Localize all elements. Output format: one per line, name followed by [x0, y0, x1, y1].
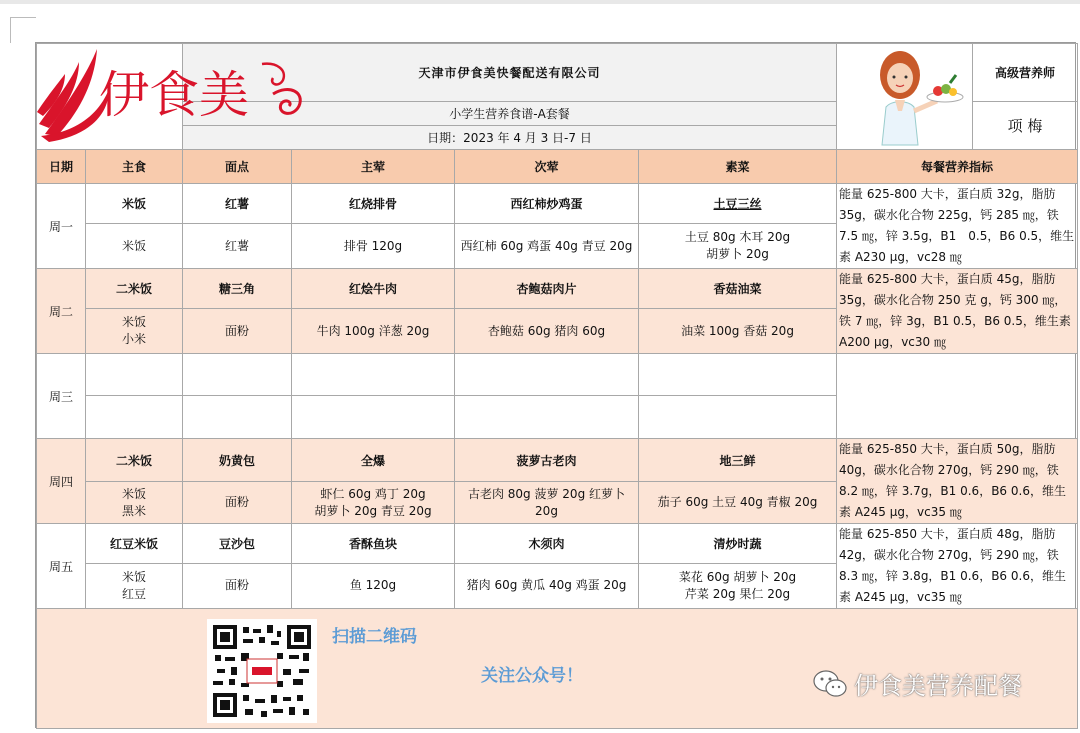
day-label-fri: 周五: [37, 524, 86, 609]
dish-main-meat: 香酥鱼块: [292, 524, 455, 564]
menu-title: 小学生营养食谱-A套餐: [183, 102, 837, 126]
dish-staple: 红豆米饭: [86, 524, 183, 564]
ingredient: [639, 224, 837, 269]
qr-code-icon[interactable]: [207, 619, 317, 723]
header-second-meat: 次荤: [455, 150, 639, 184]
empty-cell: [455, 396, 639, 439]
sheet-corner: [10, 17, 36, 43]
ingredient: [86, 482, 183, 524]
dish-vegetable: [639, 184, 837, 224]
ingredient: 茄子 60g 土豆 40g 青椒 20g: [639, 482, 837, 524]
empty-cell: [183, 396, 292, 439]
ingredient: 油菜 100g 香菇 20g: [639, 309, 837, 354]
dish-main-meat: 红烩牛肉: [292, 269, 455, 309]
nutritionist-illustration: [842, 45, 966, 147]
ingredient: 古老肉 80g 菠萝 20g 红萝卜 20g: [455, 482, 639, 524]
dish-main-meat: 红烧排骨: [292, 184, 455, 224]
empty-cell: [639, 396, 837, 439]
dish-main-meat: 全爆: [292, 439, 455, 482]
header-pastry: 面点: [183, 150, 292, 184]
ingredient: 面粉: [183, 482, 292, 524]
empty-cell: [292, 396, 455, 439]
nutrition-thu: 能量 625-850 大卡，蛋白质 50g，脂肪 40g，碳水化合物 270g，钙 290 ㎎，铁 8.2 ㎎，锌 3.7g，B1 0.6，B6 0.6，维生素 A245 μg，vc35 ㎎: [837, 439, 1078, 524]
dish-staple: 二米饭: [86, 269, 183, 309]
ingredient-line: 米饭: [121, 569, 146, 584]
header-date: 日期: [37, 150, 86, 184]
day-label-tue: 周二: [37, 269, 86, 354]
dish-vegetable: 香菇油菜: [639, 269, 837, 309]
dish-staple: 二米饭: [86, 439, 183, 482]
ingredient: 猪肉 60g 黄瓜 40g 鸡蛋 20g: [455, 563, 639, 608]
role-title: 高级营养师: [973, 44, 1078, 102]
ingredient-line: 虾仁 60g 鸡丁 20g: [320, 486, 426, 501]
header-nutrition: 每餐营养指标: [837, 150, 1078, 184]
nutrition-mon: 能量 625-800 大卡，蛋白质 32g，脂肪 35g，碳水化合物 225g，钙 285 ㎎，铁 7.5 ㎎，锌 3.5g，B1 0.5，B6 0.5，维生素 A230 μg，vc28 ㎎: [837, 184, 1078, 269]
ingredient: 排骨 120g: [292, 224, 455, 269]
date-range: 日期：2023 年 4 月 3 日-7 日: [183, 126, 837, 150]
ingredient: 红薯: [183, 224, 292, 269]
ingredient-line: 米饭: [121, 486, 146, 501]
nutritionist-name: 项 梅: [973, 102, 1078, 150]
ingredient: 米饭: [86, 224, 183, 269]
dish-pastry: 红薯: [183, 184, 292, 224]
company-name: 天津市伊食美快餐配送有限公司: [183, 44, 837, 102]
header-staple: 主食: [86, 150, 183, 184]
window-top-bar: [0, 0, 1080, 4]
dish-staple: 米饭: [86, 184, 183, 224]
empty-cell: [86, 354, 183, 396]
ingredient-line: 米饭: [121, 315, 146, 329]
follow-account-text: 关注公众号！: [481, 666, 583, 686]
dish-pastry: 奶黄包: [183, 439, 292, 482]
ingredient: [86, 563, 183, 608]
ingredient: 鱼 120g: [292, 563, 455, 608]
logo-cell: [37, 44, 249, 150]
dish-vegetable-text: 土豆三丝: [713, 197, 762, 212]
dish-second-meat: 菠萝古老肉: [455, 439, 639, 482]
ingredient: [86, 309, 183, 354]
nutrition-tue: 能量 625-800 大卡，蛋白质 45g，脂肪 35g，碳水化合物 250 克 g，钙 300 ㎎，铁 7 ㎎，锌 3g，B1 0.5，B6 0.5，维生素 A200 μg，vc30 ㎎: [837, 269, 1078, 354]
header-main-meat: 主荤: [292, 150, 455, 184]
ingredient: 面粉: [183, 563, 292, 608]
day-label-thu: 周四: [37, 439, 86, 524]
header-vegetable: 素菜: [639, 150, 837, 184]
nutrition-fri: 能量 625-850 大卡，蛋白质 48g，脂肪 42g，碳水化合物 270g，钙 290 ㎎，铁 8.3 ㎎，锌 3.8g，B1 0.6，B6 0.6，维生素 A245 μg，vc35 ㎎: [837, 524, 1078, 609]
ingredient-line: 土豆 80g 木耳 20g: [684, 230, 791, 245]
ingredient: [639, 563, 837, 608]
ingredient-line: 小米: [121, 332, 146, 346]
dish-second-meat: 杏鲍菇肉片: [455, 269, 639, 309]
ingredient-line: 胡萝卜 20g: [706, 247, 769, 262]
empty-cell: [183, 354, 292, 396]
nutrition-wed: [837, 354, 1078, 439]
ingredient-line: 芹菜 20g 果仁 20g: [684, 586, 791, 601]
empty-cell: [639, 354, 837, 396]
dish-pastry: 豆沙包: [183, 524, 292, 564]
dish-vegetable: 清炒时蔬: [639, 524, 837, 564]
dish-second-meat: 木须肉: [455, 524, 639, 564]
wechat-icon: [812, 669, 848, 699]
ingredient: 面粉: [183, 309, 292, 354]
scan-qr-text: 扫描二维码: [332, 627, 417, 647]
watermark: [812, 666, 1022, 701]
ingredient: 西红柿 60g 鸡蛋 40g 青豆 20g: [455, 224, 639, 269]
day-label-wed: 周三: [37, 354, 86, 439]
empty-cell: [292, 354, 455, 396]
dish-second-meat: 西红柿炒鸡蛋: [455, 184, 639, 224]
ingredient-line: 菜花 60g 胡萝卜 20g: [678, 569, 797, 584]
watermark-text: 伊食美营养配餐: [854, 672, 1022, 700]
svg-text:伊食美: 伊食美: [99, 66, 249, 124]
ingredient: [292, 482, 455, 524]
dish-pastry: 糖三角: [183, 269, 292, 309]
ingredient: 杏鲍菇 60g 猪肉 60g: [455, 309, 639, 354]
ingredient-line: 黑米: [121, 503, 146, 518]
day-label-mon: 周一: [37, 184, 86, 269]
dish-vegetable: 地三鲜: [639, 439, 837, 482]
ingredient-line: 胡萝卜 20g 青豆 20g: [314, 503, 432, 518]
empty-cell: [455, 354, 639, 396]
ingredient: 牛肉 100g 洋葱 20g: [292, 309, 455, 354]
empty-cell: [86, 396, 183, 439]
ingredient-line: 红豆: [121, 586, 146, 601]
